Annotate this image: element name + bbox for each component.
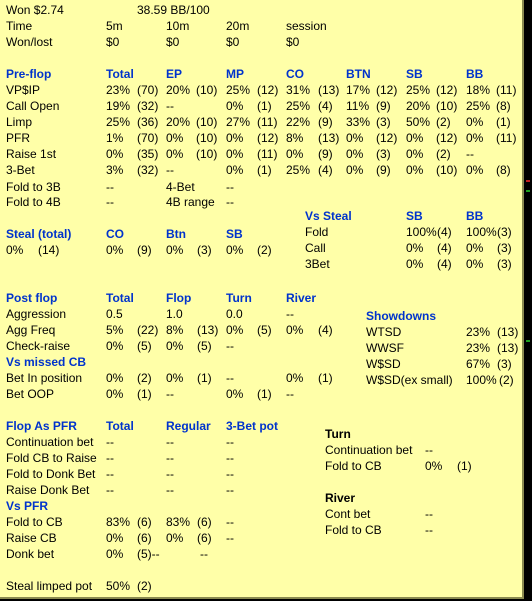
steal-limped-pot-label: Steal limped pot bbox=[6, 579, 93, 593]
preflop-row-label: PFR bbox=[6, 131, 30, 145]
preflop-cell-value: 0% bbox=[406, 147, 424, 161]
preflop-cell-count: (13) bbox=[318, 83, 340, 97]
flop-pfr-col-total: Total bbox=[106, 419, 134, 433]
preflop-cell-value: 0% bbox=[346, 163, 364, 177]
vs-steal-row-label: Fold bbox=[305, 225, 329, 239]
preflop-col-mp: MP bbox=[226, 67, 244, 81]
turn-row-label: Fold to CB bbox=[325, 459, 382, 473]
vs-missed-cb-cell-count: (2) bbox=[137, 371, 152, 385]
flop-pfr-cell-value: -- bbox=[106, 435, 114, 449]
vs-steal-cell-count: (3) bbox=[497, 225, 512, 239]
flop-pfr-cell-value: -- bbox=[106, 451, 114, 465]
preflop-cell-count: (10) bbox=[196, 147, 218, 161]
steal-col-btn: Btn bbox=[166, 227, 186, 241]
vs-steal-col-bb: BB bbox=[466, 209, 484, 223]
vs-missed-cb-cell-count: (1) bbox=[318, 371, 333, 385]
vs-pfr-title: Vs PFR bbox=[6, 499, 49, 513]
river-row-value: -- bbox=[425, 507, 433, 521]
turn-row-label: Continuation bet bbox=[325, 443, 413, 457]
flop-pfr-row-label: Raise Donk Bet bbox=[6, 483, 90, 497]
postflop-col-turn: Turn bbox=[226, 291, 252, 305]
steal-title: Steal (total) bbox=[6, 227, 72, 241]
preflop-row-label: Limp bbox=[6, 115, 33, 129]
postflop-cell-value: 0.0 bbox=[226, 307, 243, 321]
steal-sb-count: (2) bbox=[257, 243, 272, 257]
wonlost-value: $0 bbox=[226, 35, 240, 49]
preflop-cell-value: 19% bbox=[106, 99, 131, 113]
preflop-cell-count: (11) bbox=[257, 115, 278, 129]
vs-steal-cell-value: 0% bbox=[406, 257, 424, 271]
wonlost-label: Won/lost bbox=[6, 35, 53, 49]
vs-pfr-cell-value: 0% bbox=[166, 531, 184, 545]
steal-limped-pot-value: 50% bbox=[106, 579, 131, 593]
bb-per-100: 38.59 BB/100 bbox=[137, 3, 210, 17]
wonlost-value: $0 bbox=[106, 35, 120, 49]
fold-to-3bet-label: Fold to 3B bbox=[6, 180, 61, 194]
postflop-cell-value: 0.5 bbox=[106, 307, 123, 321]
vs-pfr-row-label: Raise CB bbox=[6, 531, 57, 545]
preflop-cell-value: 0% bbox=[106, 147, 124, 161]
turn-title: Turn bbox=[325, 427, 351, 441]
river-row-label: Fold to CB bbox=[325, 523, 382, 537]
preflop-cell-count: (13) bbox=[318, 131, 340, 145]
flop-pfr-cell-value: -- bbox=[226, 435, 234, 449]
preflop-cell-value: 23% bbox=[106, 83, 131, 97]
vs-missed-cb-title: Vs missed CB bbox=[6, 355, 87, 369]
flop-pfr-cell-value: -- bbox=[166, 451, 174, 465]
preflop-cell-value: 0% bbox=[406, 163, 424, 177]
vs-pfr-cell-value: -- bbox=[226, 515, 234, 529]
preflop-cell-count: (35) bbox=[137, 147, 159, 161]
preflop-cell-count: (12) bbox=[376, 83, 398, 97]
preflop-cell-value: 33% bbox=[346, 115, 371, 129]
flop-pfr-col-regular: Regular bbox=[166, 419, 211, 433]
vs-steal-cell-count: (4) bbox=[437, 225, 452, 239]
preflop-title: Pre-flop bbox=[6, 67, 52, 81]
steal-total-value: 0% bbox=[6, 243, 24, 257]
postflop-row-label: Agg Freq bbox=[6, 323, 56, 337]
preflop-cell-count: (2) bbox=[436, 115, 451, 129]
preflop-cell-value: 0% bbox=[346, 147, 364, 161]
preflop-cell-value: 17% bbox=[346, 83, 371, 97]
vs-pfr-cell-value: -- bbox=[200, 547, 208, 561]
showdown-row-label: WWSF bbox=[366, 341, 404, 355]
time-col-10m: 10m bbox=[166, 19, 190, 33]
preflop-cell-count: (3) bbox=[376, 147, 391, 161]
steal-co-count: (9) bbox=[137, 243, 152, 257]
preflop-cell-count: (32) bbox=[137, 99, 159, 113]
preflop-cell-count: (12) bbox=[436, 131, 458, 145]
showdowns-title: Showdowns bbox=[366, 309, 436, 323]
preflop-cell-count: (1) bbox=[496, 115, 511, 129]
vs-steal-cell-value: 100% bbox=[406, 225, 437, 239]
vs-steal-title: Vs Steal bbox=[305, 209, 352, 223]
postflop-title: Post flop bbox=[6, 291, 58, 305]
flop-pfr-cell-value: -- bbox=[226, 467, 234, 481]
vs-missed-cb-row-label: Bet OOP bbox=[6, 387, 55, 401]
preflop-cell-value: 22% bbox=[286, 115, 311, 129]
flop-pfr-cell-value: -- bbox=[166, 435, 174, 449]
wonlost-value: $0 bbox=[286, 35, 300, 49]
preflop-cell-value: 0% bbox=[286, 147, 304, 161]
time-col-5m: 5m bbox=[106, 19, 123, 33]
preflop-col-co: CO bbox=[286, 67, 304, 81]
preflop-cell-count: (9) bbox=[376, 99, 391, 113]
vs-pfr-cell-value: -- bbox=[226, 531, 234, 545]
showdown-row-count: (2) bbox=[499, 373, 514, 387]
preflop-cell-value: 0% bbox=[466, 115, 484, 129]
postflop-cell-count: (22) bbox=[137, 323, 159, 337]
vs-missed-cb-cell-value: 0% bbox=[106, 371, 124, 385]
showdown-row-count: (3) bbox=[497, 357, 512, 371]
vs-steal-cell-count: (3) bbox=[497, 257, 512, 271]
flop-pfr-col-3bet-pot: 3-Bet pot bbox=[226, 419, 278, 433]
edge-marker bbox=[526, 340, 530, 342]
postflop-row-label: Check-raise bbox=[6, 339, 71, 353]
vs-missed-cb-cell-count: (1) bbox=[197, 371, 212, 385]
preflop-cell-count: (8) bbox=[496, 163, 511, 177]
preflop-cell-count: (70) bbox=[137, 83, 159, 97]
preflop-col-btn: BTN bbox=[346, 67, 371, 81]
flop-pfr-cell-value: -- bbox=[166, 483, 174, 497]
preflop-cell-count: (32) bbox=[137, 163, 159, 177]
edge-marker bbox=[526, 190, 530, 192]
vs-pfr-cell-count: (6) bbox=[197, 515, 212, 529]
flop-pfr-cell-value: -- bbox=[166, 467, 174, 481]
preflop-cell-value: 50% bbox=[406, 115, 431, 129]
flop-pfr-title: Flop As PFR bbox=[6, 419, 77, 433]
preflop-cell-value: 20% bbox=[406, 99, 431, 113]
preflop-cell-value: 11% bbox=[346, 99, 370, 113]
turn-row-value: 0% bbox=[425, 459, 443, 473]
vs-steal-cell-value: 0% bbox=[466, 241, 484, 255]
preflop-cell-count: (10) bbox=[436, 99, 458, 113]
vs-missed-cb-cell-value: 0% bbox=[106, 387, 124, 401]
preflop-cell-count: (10) bbox=[196, 83, 218, 97]
preflop-cell-value: 0% bbox=[226, 147, 244, 161]
showdown-row-count: (13) bbox=[497, 341, 519, 355]
vs-steal-cell-count: (4) bbox=[437, 241, 452, 255]
vs-missed-cb-cell-value: -- bbox=[286, 387, 294, 401]
postflop-col-total: Total bbox=[106, 291, 134, 305]
preflop-cell-count: (12) bbox=[376, 131, 398, 145]
vs-pfr-cell-count: (6) bbox=[137, 515, 152, 529]
preflop-cell-value: 0% bbox=[346, 131, 364, 145]
vs-pfr-cell-value: 83% bbox=[166, 515, 191, 529]
fourbet-range-value: -- bbox=[226, 195, 234, 209]
preflop-cell-count: (12) bbox=[257, 83, 279, 97]
fourbet-label: 4-Bet bbox=[166, 180, 195, 194]
preflop-cell-count: (11) bbox=[496, 131, 517, 145]
preflop-row-label: VP$IP bbox=[6, 83, 41, 97]
fold-to-4bet-value: -- bbox=[106, 195, 114, 209]
postflop-cell-value: -- bbox=[226, 339, 234, 353]
steal-co-value: 0% bbox=[106, 243, 124, 257]
preflop-cell-value: 1% bbox=[106, 131, 124, 145]
postflop-cell-count: (13) bbox=[197, 323, 219, 337]
preflop-col-sb: SB bbox=[406, 67, 423, 81]
showdown-row-value: 23% bbox=[466, 341, 491, 355]
vs-pfr-cell-value: 0% bbox=[106, 547, 124, 561]
postflop-cell-value: 0% bbox=[106, 339, 124, 353]
preflop-cell-count: (2) bbox=[436, 147, 451, 161]
postflop-cell-value: 5% bbox=[106, 323, 124, 337]
preflop-cell-value: 0% bbox=[466, 131, 484, 145]
preflop-cell-count: (9) bbox=[376, 163, 391, 177]
preflop-cell-value: -- bbox=[466, 147, 474, 161]
fourbet-range-label: 4B range bbox=[166, 195, 215, 209]
vs-pfr-cell-count: (5)-- bbox=[137, 547, 160, 561]
preflop-cell-count: (12) bbox=[257, 131, 279, 145]
preflop-row-label: 3-Bet bbox=[6, 163, 35, 177]
preflop-cell-count: (4) bbox=[318, 163, 333, 177]
showdown-row-value: 100% bbox=[466, 373, 497, 387]
vs-missed-cb-cell-count: (1) bbox=[257, 387, 272, 401]
preflop-col-ep: EP bbox=[166, 67, 183, 81]
river-row-label: Cont bet bbox=[325, 507, 371, 521]
vs-steal-col-sb: SB bbox=[406, 209, 423, 223]
flop-pfr-cell-value: -- bbox=[106, 467, 114, 481]
postflop-cell-value: -- bbox=[286, 307, 294, 321]
preflop-cell-value: -- bbox=[166, 163, 174, 177]
postflop-cell-value: 8% bbox=[166, 323, 184, 337]
postflop-cell-value: 1.0 bbox=[166, 307, 183, 321]
time-col-20m: 20m bbox=[226, 19, 250, 33]
preflop-cell-count: (9) bbox=[318, 147, 333, 161]
steal-btn-value: 0% bbox=[166, 243, 184, 257]
vs-missed-cb-cell-value: 0% bbox=[286, 371, 304, 385]
flop-pfr-row-label: Fold CB to Raise bbox=[6, 451, 97, 465]
preflop-cell-value: 3% bbox=[106, 163, 124, 177]
preflop-cell-count: (11) bbox=[257, 147, 278, 161]
preflop-cell-count: (1) bbox=[257, 99, 272, 113]
flop-pfr-cell-value: -- bbox=[106, 483, 114, 497]
showdown-row-label: W$SD bbox=[366, 357, 401, 371]
preflop-cell-count: (9) bbox=[318, 115, 333, 129]
postflop-cell-value: 0% bbox=[286, 323, 304, 337]
vs-missed-cb-row-label: Bet In position bbox=[6, 371, 83, 385]
steal-total-count: (14) bbox=[38, 243, 60, 257]
showdown-row-label: WTSD bbox=[366, 325, 402, 339]
preflop-cell-value: 0% bbox=[406, 131, 424, 145]
preflop-col-bb: BB bbox=[466, 67, 484, 81]
vs-steal-cell-count: (4) bbox=[437, 257, 452, 271]
preflop-cell-value: 18% bbox=[466, 83, 491, 97]
vs-pfr-cell-count: (6) bbox=[197, 531, 212, 545]
preflop-cell-count: (12) bbox=[436, 83, 458, 97]
preflop-cell-value: 0% bbox=[226, 163, 244, 177]
vs-steal-cell-value: 0% bbox=[406, 241, 424, 255]
river-title: River bbox=[325, 491, 356, 505]
postflop-cell-value: 0% bbox=[166, 339, 184, 353]
preflop-col-total: Total bbox=[106, 67, 134, 81]
steal-col-sb: SB bbox=[226, 227, 243, 241]
vs-steal-cell-count: (3) bbox=[497, 241, 512, 255]
postflop-cell-count: (5) bbox=[197, 339, 212, 353]
preflop-cell-value: 0% bbox=[466, 163, 484, 177]
edge-marker bbox=[526, 180, 530, 182]
preflop-cell-count: (3) bbox=[376, 115, 391, 129]
vs-steal-row-label: 3Bet bbox=[305, 257, 330, 271]
preflop-row-label: Call Open bbox=[6, 99, 60, 113]
preflop-cell-count: (4) bbox=[318, 99, 333, 113]
preflop-cell-value: 25% bbox=[286, 163, 311, 177]
flop-pfr-row-label: Fold to Donk Bet bbox=[6, 467, 96, 481]
preflop-cell-count: (36) bbox=[137, 115, 159, 129]
preflop-cell-count: (10) bbox=[196, 115, 218, 129]
preflop-cell-value: 25% bbox=[406, 83, 431, 97]
fold-to-4bet-label: Fold to 4B bbox=[6, 195, 61, 209]
preflop-cell-value: 25% bbox=[106, 115, 131, 129]
showdown-row-value: 23% bbox=[466, 325, 491, 339]
preflop-cell-count: (10) bbox=[436, 163, 458, 177]
preflop-cell-value: 20% bbox=[166, 83, 191, 97]
vs-missed-cb-cell-value: 0% bbox=[226, 387, 244, 401]
fold-to-3bet-value: -- bbox=[106, 180, 114, 194]
vs-missed-cb-cell-value: -- bbox=[166, 387, 174, 401]
postflop-cell-count: (5) bbox=[137, 339, 152, 353]
turn-row-value: -- bbox=[425, 443, 433, 457]
vs-pfr-row-label: Fold to CB bbox=[6, 515, 63, 529]
steal-col-co: CO bbox=[106, 227, 124, 241]
postflop-col-flop: Flop bbox=[166, 291, 192, 305]
vs-missed-cb-cell-value: 0% bbox=[166, 371, 184, 385]
won-amount: Won $2.74 bbox=[6, 3, 64, 17]
preflop-cell-value: 25% bbox=[286, 99, 311, 113]
preflop-cell-value: 0% bbox=[166, 131, 184, 145]
preflop-cell-value: 25% bbox=[466, 99, 491, 113]
flop-pfr-cell-value: -- bbox=[226, 483, 234, 497]
postflop-col-river: River bbox=[286, 291, 317, 305]
preflop-cell-value: 0% bbox=[226, 131, 244, 145]
vs-steal-cell-value: 100% bbox=[466, 225, 497, 239]
vs-pfr-cell-count: (6) bbox=[137, 531, 152, 545]
preflop-cell-value: 25% bbox=[226, 83, 251, 97]
showdown-row-count: (13) bbox=[497, 325, 519, 339]
preflop-cell-value: 0% bbox=[226, 99, 244, 113]
postflop-cell-value: 0% bbox=[226, 323, 244, 337]
preflop-cell-value: -- bbox=[166, 99, 174, 113]
steal-sb-value: 0% bbox=[226, 243, 244, 257]
flop-pfr-row-label: Continuation bet bbox=[6, 435, 94, 449]
vs-steal-cell-value: 0% bbox=[466, 257, 484, 271]
preflop-cell-count: (70) bbox=[137, 131, 159, 145]
postflop-row-label: Aggression bbox=[6, 307, 67, 321]
fourbet-value: -- bbox=[226, 180, 234, 194]
vs-steal-row-label: Call bbox=[305, 241, 326, 255]
preflop-cell-count: (11) bbox=[496, 83, 517, 97]
turn-row-count: (1) bbox=[457, 459, 472, 473]
steal-btn-count: (3) bbox=[197, 243, 212, 257]
vs-missed-cb-cell-value: -- bbox=[226, 371, 234, 385]
vs-pfr-cell-value: 0% bbox=[106, 531, 124, 545]
time-col-session: session bbox=[286, 19, 327, 33]
flop-pfr-cell-value: -- bbox=[226, 451, 234, 465]
preflop-cell-count: (10) bbox=[196, 131, 218, 145]
showdown-row-value: 67% bbox=[466, 357, 491, 371]
window-edge bbox=[524, 0, 532, 601]
preflop-row-label: Raise 1st bbox=[6, 147, 57, 161]
preflop-cell-count: (1) bbox=[257, 163, 272, 177]
steal-limped-pot-count: (2) bbox=[137, 579, 152, 593]
time-label: Time bbox=[6, 19, 33, 33]
preflop-cell-value: 31% bbox=[286, 83, 311, 97]
showdown-row-label: W$SD(ex small) bbox=[366, 373, 453, 387]
postflop-cell-count: (5) bbox=[257, 323, 272, 337]
preflop-cell-value: 20% bbox=[166, 115, 191, 129]
vs-pfr-cell-value: 83% bbox=[106, 515, 131, 529]
preflop-cell-value: 27% bbox=[226, 115, 251, 129]
river-row-value: -- bbox=[425, 523, 433, 537]
wonlost-value: $0 bbox=[166, 35, 180, 49]
vs-pfr-row-label: Donk bet bbox=[6, 547, 55, 561]
vs-missed-cb-cell-count: (1) bbox=[137, 387, 152, 401]
postflop-cell-count: (4) bbox=[318, 323, 333, 337]
preflop-cell-count: (8) bbox=[496, 99, 511, 113]
preflop-cell-value: 8% bbox=[286, 131, 304, 145]
preflop-cell-value: 0% bbox=[166, 147, 184, 161]
